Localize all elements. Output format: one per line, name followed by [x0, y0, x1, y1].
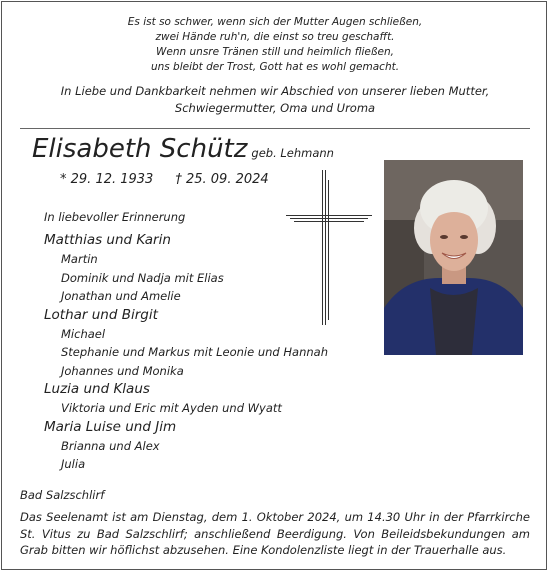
intro-text: [0, 83, 550, 116]
poem: [0, 15, 550, 75]
family-member: Stephanie und Markus mit Leonie und Hannah: [61, 345, 328, 359]
location: Bad Salzschlirf: [20, 488, 105, 502]
family-member: Johannes und Monika: [61, 363, 184, 378]
family-member: Brianna und Alex: [61, 438, 160, 453]
poem-line: uns bleibt der Trost, Gott hat es wohl gemacht.: [150, 61, 400, 73]
life-dates: [60, 172, 269, 187]
intro-line: Schwiegermutter, Oma und Uroma: [174, 100, 376, 115]
death-date: † 25. 09. 2024: [175, 172, 269, 187]
funeral-notice: Das Seelenamt ist am Dienstag, dem 1. Oktober 2024, um 14.30 Uhr in der Pfarrkirche St. Vitus zu Bad Salzschlirf; anschließend Beerdigung. Von Beileidsbekundungen am Grab bitten wir höflichst abzusehen. Eine Kondolenzliste liegt in der Trauerhalle aus.: [20, 510, 530, 557]
poem-line: Wenn unsre Tränen still und heimlich fließen,: [156, 46, 394, 58]
deceased-name: Elisabeth Schütz: [32, 134, 248, 164]
family-head: Maria Luise und Jim: [44, 418, 177, 435]
intro-line: In Liebe und Dankbarkeit nehmen wir Abschied von unserer lieben Mutter,: [60, 84, 490, 98]
memory-label: In liebevoller Erinnerung: [44, 210, 186, 224]
poem-line: Es ist so schwer, wenn sich der Mutter Augen schließen,: [127, 16, 423, 28]
family-head: Lothar und Birgit: [44, 306, 158, 323]
family-member: Jonathan und Amelie: [61, 289, 181, 303]
birth-date: * 29. 12. 1933: [60, 172, 154, 187]
family-member: Julia: [61, 457, 86, 471]
portrait-image: [384, 160, 523, 355]
poem-line: zwei Hände ruh'n, die einst so treu geschafft.: [155, 31, 395, 43]
family-member: Michael: [61, 326, 106, 341]
cross-icon: [286, 170, 372, 325]
family-head: Matthias und Karin: [44, 232, 171, 248]
portrait-photo: [384, 160, 523, 355]
family-member: Dominik und Nadja mit Elias: [61, 270, 224, 285]
divider-line: [20, 128, 530, 129]
family-group: [44, 418, 328, 474]
maiden-name: geb. Lehmann: [251, 146, 334, 160]
family-head: Luzia und Klaus: [44, 381, 150, 397]
family-member: Viktoria und Eric mit Ayden und Wyatt: [61, 401, 282, 415]
family-group: [44, 380, 328, 418]
deceased-name-line: [32, 132, 334, 170]
family-member: Martin: [61, 252, 98, 266]
